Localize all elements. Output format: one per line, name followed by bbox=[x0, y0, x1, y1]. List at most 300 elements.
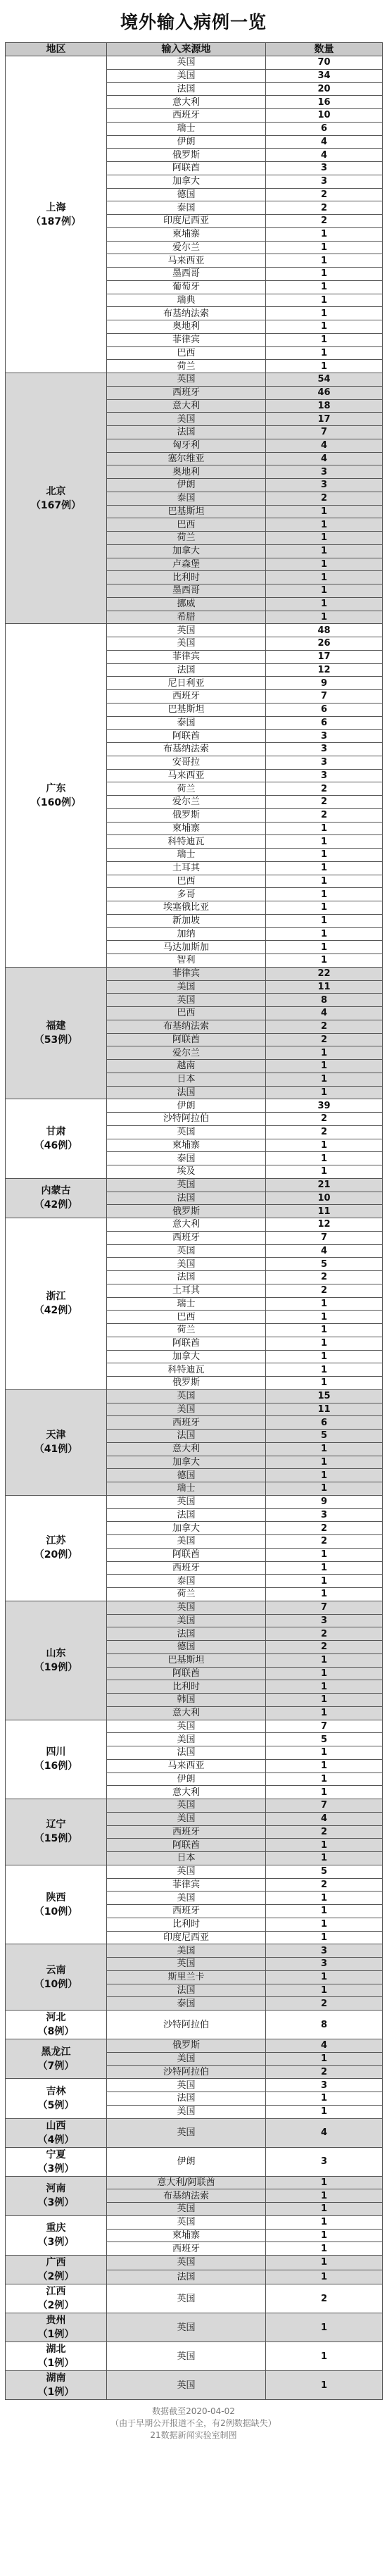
region-total: （20例） bbox=[34, 1549, 78, 1561]
count-cell: 2 bbox=[266, 1125, 383, 1139]
count-cell: 34 bbox=[266, 69, 383, 82]
region-cell bbox=[6, 624, 107, 968]
count-cell: 48 bbox=[266, 624, 383, 637]
count-cell: 1 bbox=[266, 835, 383, 849]
source-cell: 泰国 bbox=[107, 716, 266, 730]
source-cell: 日本 bbox=[107, 1852, 266, 1865]
region-name: 湖北 bbox=[46, 2344, 66, 2355]
count-cell: 6 bbox=[266, 716, 383, 730]
count-cell: 6 bbox=[266, 122, 383, 135]
count-cell: 1 bbox=[266, 2371, 383, 2400]
count-cell: 2 bbox=[266, 1535, 383, 1549]
region-cell bbox=[6, 1218, 107, 1390]
count-cell: 1 bbox=[266, 1086, 383, 1099]
region-total: （3例） bbox=[37, 2163, 75, 2175]
footer-note: （由于早期公开报道不全，有2例数据缺失） bbox=[110, 2418, 277, 2428]
count-cell: 2 bbox=[266, 1627, 383, 1641]
source-cell: 瑞士 bbox=[107, 122, 266, 135]
region-total: （7例） bbox=[37, 2060, 75, 2072]
table-row bbox=[6, 2371, 383, 2400]
count-cell: 2 bbox=[266, 782, 383, 796]
count-cell: 1 bbox=[266, 1905, 383, 1918]
source-cell: 美国 bbox=[107, 1258, 266, 1271]
source-cell: 阿联酋 bbox=[107, 162, 266, 175]
count-cell: 20 bbox=[266, 82, 383, 96]
count-cell: 46 bbox=[266, 386, 383, 399]
count-cell: 1 bbox=[266, 505, 383, 518]
count-cell: 1 bbox=[266, 2052, 383, 2065]
source-cell: 法国 bbox=[107, 663, 266, 677]
count-cell: 1 bbox=[266, 532, 383, 545]
count-cell: 1 bbox=[266, 518, 383, 532]
source-cell: 法国 bbox=[107, 1746, 266, 1760]
count-column-header: 数量 bbox=[266, 43, 383, 56]
count-cell: 2 bbox=[266, 1825, 383, 1839]
source-cell: 布基纳法索 bbox=[107, 307, 266, 320]
count-cell: 8 bbox=[266, 2011, 383, 2039]
source-cell: 新加坡 bbox=[107, 914, 266, 927]
source-cell: 加纳 bbox=[107, 927, 266, 941]
source-cell: 土耳其 bbox=[107, 861, 266, 875]
region-cell bbox=[6, 1799, 107, 1865]
source-cell: 荷兰 bbox=[107, 360, 266, 373]
count-cell: 1 bbox=[266, 584, 383, 598]
source-cell: 巴基斯坦 bbox=[107, 703, 266, 716]
count-cell: 1 bbox=[266, 597, 383, 611]
table-row bbox=[6, 2313, 383, 2342]
source-cell: 英国 bbox=[107, 994, 266, 1007]
count-cell: 3 bbox=[266, 743, 383, 756]
source-cell: 巴西 bbox=[107, 518, 266, 532]
count-cell: 2 bbox=[266, 1997, 383, 2011]
source-column-header: 输入来源地 bbox=[107, 43, 266, 56]
table-row bbox=[6, 1495, 383, 1508]
source-cell: 柬埔寨 bbox=[107, 227, 266, 241]
source-cell: 英国 bbox=[107, 1958, 266, 1971]
source-cell: 埃塞俄比亚 bbox=[107, 901, 266, 915]
region-total: （10例） bbox=[34, 1978, 78, 1990]
count-cell: 1 bbox=[266, 1706, 383, 1720]
count-cell: 3 bbox=[266, 769, 383, 782]
source-cell: 西班牙 bbox=[107, 1905, 266, 1918]
count-cell: 1 bbox=[266, 822, 383, 835]
count-cell: 5 bbox=[266, 1258, 383, 1271]
region-total: （167例） bbox=[30, 499, 82, 511]
count-cell: 1 bbox=[266, 2203, 383, 2216]
count-cell: 7 bbox=[266, 1799, 383, 1813]
count-cell: 18 bbox=[266, 399, 383, 413]
source-cell: 菲律宾 bbox=[107, 333, 266, 346]
source-cell: 爱尔兰 bbox=[107, 796, 266, 809]
count-cell: 1 bbox=[266, 914, 383, 927]
count-cell: 21 bbox=[266, 1178, 383, 1192]
count-cell: 22 bbox=[266, 967, 383, 980]
source-cell: 伊朗 bbox=[107, 1772, 266, 1786]
source-cell: 比利时 bbox=[107, 571, 266, 584]
count-cell: 1 bbox=[266, 1918, 383, 1931]
count-cell: 4 bbox=[266, 149, 383, 162]
region-cell bbox=[6, 967, 107, 1099]
region-name: 山东 bbox=[46, 1647, 66, 1659]
count-cell: 3 bbox=[266, 1508, 383, 1522]
count-cell: 1 bbox=[266, 268, 383, 281]
source-cell: 阿联酋 bbox=[107, 1548, 266, 1561]
source-cell: 美国 bbox=[107, 1733, 266, 1746]
source-cell: 墨西哥 bbox=[107, 268, 266, 281]
region-cell bbox=[6, 1389, 107, 1495]
region-total: （53例） bbox=[34, 1034, 78, 1046]
source-cell: 加拿大 bbox=[107, 1350, 266, 1363]
source-cell: 法国 bbox=[107, 1430, 266, 1443]
source-cell: 英国 bbox=[107, 2256, 266, 2270]
source-cell: 意大利 bbox=[107, 1442, 266, 1456]
table-row bbox=[6, 2147, 383, 2176]
count-cell: 1 bbox=[266, 2256, 383, 2270]
source-cell: 英国 bbox=[107, 1601, 266, 1614]
count-cell: 1 bbox=[266, 1680, 383, 1694]
count-cell: 1 bbox=[266, 1852, 383, 1865]
source-cell: 巴西 bbox=[107, 346, 266, 360]
count-cell: 2 bbox=[266, 1020, 383, 1033]
count-cell: 1 bbox=[266, 2189, 383, 2203]
count-cell: 26 bbox=[266, 637, 383, 651]
count-cell: 17 bbox=[266, 413, 383, 426]
source-cell: 柬埔寨 bbox=[107, 822, 266, 835]
count-cell: 10 bbox=[266, 1192, 383, 1205]
count-cell: 1 bbox=[266, 346, 383, 360]
count-cell: 1 bbox=[266, 1667, 383, 1680]
source-cell: 奥地利 bbox=[107, 320, 266, 334]
source-cell: 德国 bbox=[107, 1469, 266, 1482]
source-cell: 爱尔兰 bbox=[107, 1046, 266, 1060]
source-cell: 韩国 bbox=[107, 1694, 266, 1707]
region-total: （42例） bbox=[34, 1199, 78, 1211]
table-row bbox=[6, 2079, 383, 2092]
source-cell: 沙特阿拉伯 bbox=[107, 2011, 266, 2039]
source-cell: 荷兰 bbox=[107, 1324, 266, 1337]
count-cell: 7 bbox=[266, 426, 383, 439]
count-cell: 1 bbox=[266, 2092, 383, 2106]
source-cell: 泰国 bbox=[107, 1575, 266, 1588]
source-cell: 英国 bbox=[107, 2215, 266, 2229]
table-row bbox=[6, 1601, 383, 1614]
source-cell: 柬埔寨 bbox=[107, 1139, 266, 1152]
count-cell: 5 bbox=[266, 1865, 383, 1878]
count-cell: 1 bbox=[266, 1653, 383, 1667]
region-cell bbox=[6, 2313, 107, 2342]
region-total: （42例） bbox=[34, 1305, 78, 1317]
region-name: 广西 bbox=[46, 2257, 66, 2268]
source-cell: 法国 bbox=[107, 1086, 266, 1099]
count-cell: 1 bbox=[266, 2229, 383, 2242]
source-cell: 安哥拉 bbox=[107, 756, 266, 769]
region-total: （4例） bbox=[37, 2134, 75, 2146]
region-total: （187例） bbox=[30, 215, 82, 227]
region-total: （46例） bbox=[34, 1140, 78, 1151]
count-cell: 1 bbox=[266, 1970, 383, 1984]
source-cell: 墨西哥 bbox=[107, 584, 266, 598]
source-cell: 英国 bbox=[107, 2118, 266, 2147]
count-cell: 1 bbox=[266, 1311, 383, 1324]
source-cell: 英国 bbox=[107, 1244, 266, 1258]
source-cell: 法国 bbox=[107, 2270, 266, 2284]
source-cell: 美国 bbox=[107, 1892, 266, 1905]
region-name: 河北 bbox=[46, 2012, 66, 2023]
count-cell: 1 bbox=[266, 294, 383, 307]
region-name: 陕西 bbox=[46, 1892, 66, 1903]
count-cell: 2 bbox=[266, 1878, 383, 1892]
source-cell: 菲律宾 bbox=[107, 650, 266, 663]
source-cell: 英国 bbox=[107, 2313, 266, 2342]
count-cell: 1 bbox=[266, 227, 383, 241]
source-cell: 瑞士 bbox=[107, 849, 266, 862]
count-cell: 11 bbox=[266, 1205, 383, 1218]
source-cell: 法国 bbox=[107, 1192, 266, 1205]
source-cell: 英国 bbox=[107, 1178, 266, 1192]
count-cell: 1 bbox=[266, 611, 383, 624]
source-cell: 美国 bbox=[107, 1535, 266, 1549]
source-cell: 马来西亚 bbox=[107, 769, 266, 782]
count-cell: 9 bbox=[266, 677, 383, 690]
region-name: 宁夏 bbox=[46, 2149, 66, 2161]
count-cell: 1 bbox=[266, 1548, 383, 1561]
region-cell bbox=[6, 2342, 107, 2371]
source-cell: 俄罗斯 bbox=[107, 149, 266, 162]
source-cell: 科特迪瓦 bbox=[107, 1363, 266, 1377]
footer-credit: 21数据新闻实验室制图 bbox=[150, 2430, 237, 2440]
source-cell: 俄罗斯 bbox=[107, 1377, 266, 1390]
table-row bbox=[6, 1178, 383, 1192]
source-cell: 英国 bbox=[107, 1865, 266, 1878]
region-total: （160例） bbox=[30, 796, 82, 808]
source-cell: 英国 bbox=[107, 1389, 266, 1403]
region-cell bbox=[6, 2118, 107, 2147]
count-cell: 1 bbox=[266, 875, 383, 888]
region-cell bbox=[6, 1178, 107, 1218]
count-cell: 4 bbox=[266, 1812, 383, 1825]
source-cell: 德国 bbox=[107, 1641, 266, 1654]
source-cell: 英国 bbox=[107, 1799, 266, 1813]
count-cell: 1 bbox=[266, 1337, 383, 1350]
source-cell: 巴西 bbox=[107, 1311, 266, 1324]
region-name: 重庆 bbox=[46, 2222, 66, 2234]
source-cell: 荷兰 bbox=[107, 782, 266, 796]
count-cell: 1 bbox=[266, 1561, 383, 1575]
source-cell: 巴西 bbox=[107, 1007, 266, 1020]
region-cell bbox=[6, 2215, 107, 2255]
region-cell bbox=[6, 2011, 107, 2039]
region-total: （41例） bbox=[34, 1444, 78, 1456]
table-row bbox=[6, 1720, 383, 1733]
count-cell: 1 bbox=[266, 2270, 383, 2284]
source-cell: 意大利 bbox=[107, 399, 266, 413]
count-cell: 1 bbox=[266, 558, 383, 571]
region-total: （1例） bbox=[37, 2329, 75, 2340]
source-cell: 加拿大 bbox=[107, 1522, 266, 1535]
source-cell: 阿联酋 bbox=[107, 1839, 266, 1852]
region-total: （19例） bbox=[34, 1661, 78, 1673]
source-cell: 法国 bbox=[107, 1627, 266, 1641]
count-cell: 2 bbox=[266, 188, 383, 201]
count-cell: 1 bbox=[266, 954, 383, 968]
source-cell: 意大利 bbox=[107, 1786, 266, 1799]
source-cell: 泰国 bbox=[107, 201, 266, 215]
count-cell: 2 bbox=[266, 808, 383, 822]
table-row bbox=[6, 56, 383, 70]
count-cell: 1 bbox=[266, 333, 383, 346]
source-cell: 西班牙 bbox=[107, 1231, 266, 1244]
source-cell: 英国 bbox=[107, 2203, 266, 2216]
region-total: （5例） bbox=[37, 2099, 75, 2111]
source-cell: 阿联酋 bbox=[107, 730, 266, 743]
region-column-header: 地区 bbox=[6, 43, 107, 56]
region-cell bbox=[6, 2284, 107, 2313]
count-cell: 1 bbox=[266, 1377, 383, 1390]
count-cell: 1 bbox=[266, 320, 383, 334]
source-cell: 西班牙 bbox=[107, 1416, 266, 1430]
count-cell: 1 bbox=[266, 1892, 383, 1905]
count-cell: 3 bbox=[266, 465, 383, 479]
count-cell: 6 bbox=[266, 1416, 383, 1430]
table-row bbox=[6, 1099, 383, 1113]
source-cell: 英国 bbox=[107, 2284, 266, 2313]
count-cell: 3 bbox=[266, 175, 383, 188]
region-total: （8例） bbox=[37, 2026, 75, 2037]
count-cell: 9 bbox=[266, 1495, 383, 1508]
region-total: （1例） bbox=[37, 2387, 75, 2398]
table-header-row bbox=[6, 43, 383, 56]
count-cell: 4 bbox=[266, 1244, 383, 1258]
source-cell: 美国 bbox=[107, 413, 266, 426]
region-name: 江苏 bbox=[46, 1535, 66, 1547]
source-cell: 爱尔兰 bbox=[107, 241, 266, 254]
count-cell: 1 bbox=[266, 1839, 383, 1852]
count-cell: 4 bbox=[266, 2118, 383, 2147]
source-cell: 美国 bbox=[107, 1944, 266, 1958]
count-cell: 1 bbox=[266, 1588, 383, 1601]
region-cell bbox=[6, 56, 107, 373]
table-row bbox=[6, 1799, 383, 1813]
region-total: （2例） bbox=[37, 2271, 75, 2282]
source-cell: 德国 bbox=[107, 188, 266, 201]
source-cell: 马来西亚 bbox=[107, 1759, 266, 1772]
count-cell: 1 bbox=[266, 241, 383, 254]
source-cell: 法国 bbox=[107, 82, 266, 96]
source-cell: 美国 bbox=[107, 980, 266, 994]
region-total: （10例） bbox=[34, 1906, 78, 1918]
source-cell: 马达加斯加 bbox=[107, 941, 266, 954]
region-cell bbox=[6, 1865, 107, 1944]
source-cell: 英国 bbox=[107, 1495, 266, 1508]
source-cell: 巴基斯坦 bbox=[107, 1653, 266, 1667]
source-cell: 比利时 bbox=[107, 1680, 266, 1694]
table-row bbox=[6, 2342, 383, 2371]
count-cell: 4 bbox=[266, 135, 383, 149]
count-cell: 17 bbox=[266, 650, 383, 663]
count-cell: 7 bbox=[266, 1231, 383, 1244]
count-cell: 2 bbox=[266, 492, 383, 505]
count-cell: 1 bbox=[266, 861, 383, 875]
source-cell: 英国 bbox=[107, 2371, 266, 2400]
imported-cases-table bbox=[5, 42, 383, 2400]
count-cell: 3 bbox=[266, 2079, 383, 2092]
source-cell: 法国 bbox=[107, 1271, 266, 1284]
count-cell: 1 bbox=[266, 1152, 383, 1165]
source-cell: 菲律宾 bbox=[107, 1878, 266, 1892]
count-cell: 1 bbox=[266, 254, 383, 268]
count-cell: 2 bbox=[266, 201, 383, 215]
count-cell: 4 bbox=[266, 439, 383, 452]
region-name: 山西 bbox=[46, 2120, 66, 2132]
source-cell: 斯里兰卡 bbox=[107, 1970, 266, 1984]
count-cell: 6 bbox=[266, 703, 383, 716]
region-name: 上海 bbox=[46, 201, 66, 213]
source-cell: 意大利/阿联酋 bbox=[107, 2176, 266, 2189]
source-cell: 伊朗 bbox=[107, 479, 266, 492]
count-cell: 11 bbox=[266, 1403, 383, 1416]
count-cell: 12 bbox=[266, 1218, 383, 1232]
count-cell: 7 bbox=[266, 690, 383, 704]
region-cell bbox=[6, 1720, 107, 1799]
region-name: 江西 bbox=[46, 2286, 66, 2297]
region-cell bbox=[6, 2176, 107, 2215]
source-cell: 瑞典 bbox=[107, 294, 266, 307]
count-cell: 2 bbox=[266, 2284, 383, 2313]
count-cell: 1 bbox=[266, 2105, 383, 2118]
count-cell: 2 bbox=[266, 1113, 383, 1126]
source-cell: 菲律宾 bbox=[107, 967, 266, 980]
count-cell: 1 bbox=[266, 849, 383, 862]
count-cell: 1 bbox=[266, 1482, 383, 1496]
source-cell: 巴基斯坦 bbox=[107, 505, 266, 518]
count-cell: 1 bbox=[266, 1984, 383, 1997]
count-cell: 4 bbox=[266, 2039, 383, 2053]
source-cell: 希腊 bbox=[107, 611, 266, 624]
region-name: 四川 bbox=[46, 1746, 66, 1758]
source-cell: 智利 bbox=[107, 954, 266, 968]
region-total: （15例） bbox=[34, 1833, 78, 1845]
count-cell: 1 bbox=[266, 1324, 383, 1337]
region-name: 吉林 bbox=[46, 2085, 66, 2097]
count-cell: 1 bbox=[266, 571, 383, 584]
count-cell: 1 bbox=[266, 1469, 383, 1482]
region-name: 浙江 bbox=[46, 1291, 66, 1303]
source-cell: 阿联酋 bbox=[107, 1667, 266, 1680]
source-cell: 土耳其 bbox=[107, 1284, 266, 1297]
source-cell: 奥地利 bbox=[107, 465, 266, 479]
region-name: 内蒙古 bbox=[41, 1185, 71, 1197]
region-name: 辽宁 bbox=[46, 1819, 66, 1831]
source-cell: 阿联酋 bbox=[107, 1033, 266, 1046]
region-name: 福建 bbox=[46, 1020, 66, 1032]
count-cell: 1 bbox=[266, 927, 383, 941]
source-cell: 挪威 bbox=[107, 597, 266, 611]
count-cell: 1 bbox=[266, 2215, 383, 2229]
source-cell: 印度尼西亚 bbox=[107, 1931, 266, 1944]
count-cell: 2 bbox=[266, 1284, 383, 1297]
table-body bbox=[6, 56, 383, 2400]
source-cell: 意大利 bbox=[107, 96, 266, 109]
source-cell: 西班牙 bbox=[107, 1825, 266, 1839]
source-cell: 加拿大 bbox=[107, 1456, 266, 1469]
table-row bbox=[6, 967, 383, 980]
table-row bbox=[6, 2284, 383, 2313]
source-cell: 俄罗斯 bbox=[107, 1205, 266, 1218]
region-name: 甘肃 bbox=[46, 1126, 66, 1137]
source-cell: 马来西亚 bbox=[107, 254, 266, 268]
region-name: 广东 bbox=[46, 782, 66, 794]
source-cell: 越南 bbox=[107, 1060, 266, 1073]
